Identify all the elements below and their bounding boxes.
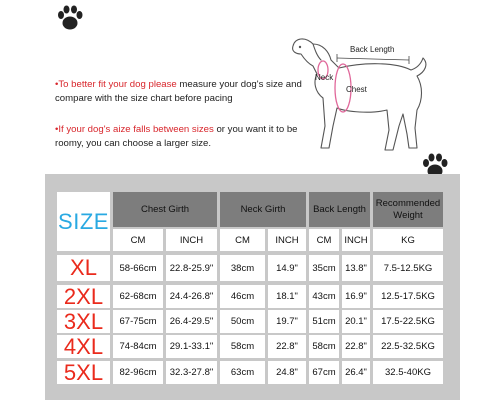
table-cell: 26.4-29.5" (166, 310, 217, 333)
table-cell: 67cm (309, 361, 339, 384)
neck-label: Neck (315, 73, 334, 82)
between-sizes-highlight: •If your dog's aize falls between sizes (55, 124, 214, 135)
column-group-header: Chest Girth (113, 192, 217, 227)
table-cell: 58cm (220, 335, 265, 358)
table-cell: 20.1" (342, 310, 370, 333)
table-cell: 19.7" (268, 310, 306, 333)
column-group-header: Neck Girth (220, 192, 306, 227)
fit-instruction-note (55, 78, 305, 106)
table-cell: 7.5-12.5KG (373, 255, 443, 281)
table-cell: 43cm (309, 285, 339, 308)
table-cell: 22.8" (342, 335, 370, 358)
chest-label: Chest (346, 85, 367, 94)
table-cell: 22.8-25.9" (166, 255, 217, 281)
table-cell: 13.8" (342, 255, 370, 281)
table-cell: 24.8" (268, 361, 306, 384)
column-group-header: Recommended Weight (373, 192, 443, 227)
table-cell: 82-96cm (113, 361, 163, 384)
size-label: 3XL (57, 310, 110, 333)
table-cell: 24.4-26.8" (166, 285, 217, 308)
size-label: XL (57, 255, 110, 281)
table-cell: 12.5-17.5KG (373, 285, 443, 308)
paw-print-icon (55, 4, 85, 32)
size-column-title: SIZE (57, 192, 110, 251)
size-label: 2XL (57, 285, 110, 308)
table-cell: 58-66cm (113, 255, 163, 281)
unit-header: INCH (342, 229, 370, 251)
table-cell: 22.5-32.5KG (373, 335, 443, 358)
unit-header: CM (113, 229, 163, 251)
size-label: 4XL (57, 335, 110, 358)
back-length-label: Back Length (350, 45, 395, 54)
table-cell: 50cm (220, 310, 265, 333)
table-cell: 67-75cm (113, 310, 163, 333)
table-cell: 16.9" (342, 285, 370, 308)
size-label: 5XL (57, 361, 110, 384)
table-cell: 62-68cm (113, 285, 163, 308)
table-cell: 51cm (309, 310, 339, 333)
table-cell: 38cm (220, 255, 265, 281)
table-cell: 35cm (309, 255, 339, 281)
table-cell: 18.1" (268, 285, 306, 308)
table-cell: 17.5-22.5KG (373, 310, 443, 333)
table-cell: 14.9" (268, 255, 306, 281)
unit-header: CM (220, 229, 265, 251)
table-cell: 29.1-33.1" (166, 335, 217, 358)
fit-instruction-highlight: •To better fit your dog please (55, 79, 177, 90)
column-group-header: Back Length (309, 192, 370, 227)
fit-instruction-text: measure your dog's size and compare with the size chart before pacing (55, 79, 302, 104)
unit-header: INCH (268, 229, 306, 251)
table-cell: 26.4" (342, 361, 370, 384)
table-cell: 32.5-40KG (373, 361, 443, 384)
table-cell: 58cm (309, 335, 339, 358)
unit-header: INCH (166, 229, 217, 251)
table-cell: 32.3-27.8" (166, 361, 217, 384)
table-cell: 46cm (220, 285, 265, 308)
between-sizes-note (55, 123, 315, 151)
unit-header: CM (309, 229, 339, 251)
table-cell: 22.8" (268, 335, 306, 358)
table-cell: 74-84cm (113, 335, 163, 358)
between-sizes-text: or you want it to be roomy, you can choose a larger size. (55, 124, 298, 149)
unit-header: KG (373, 229, 443, 251)
table-cell: 63cm (220, 361, 265, 384)
